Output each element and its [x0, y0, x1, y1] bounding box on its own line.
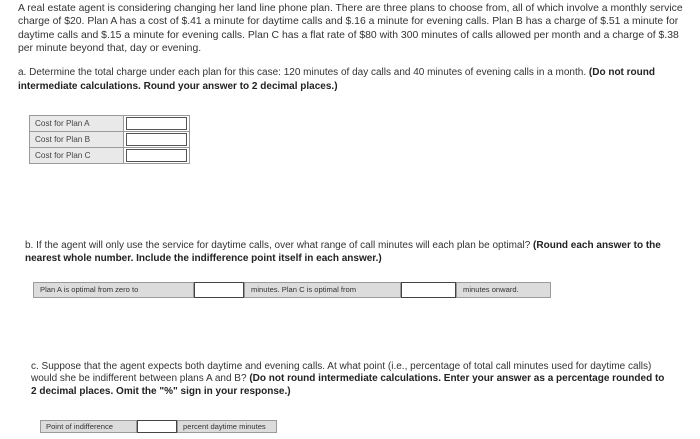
part-b-question	[25, 240, 675, 265]
table-row	[30, 148, 190, 164]
cost-plan-a-input[interactable]	[126, 117, 187, 130]
part-c-instruction: (Do not round intermediate calculations. Enter your answer as a percentage rounded to 2 decimal places. Omit the "%" sign in your response.)	[31, 373, 665, 397]
cost-plan-a-cell	[123, 116, 189, 132]
cost-plan-c-cell	[123, 148, 189, 164]
cost-plan-c-label: Cost for Plan C	[30, 148, 124, 164]
part-c-answer-row	[40, 420, 277, 433]
plan-c-lower-input[interactable]	[401, 282, 456, 298]
table-row	[30, 116, 190, 132]
plan-a-optimal-label: Plan A is optimal from zero to	[33, 282, 194, 298]
indifference-point-input[interactable]	[137, 420, 177, 433]
percent-daytime-label: percent daytime minutes	[177, 420, 277, 433]
part-b-instruction: (Round each answer to the nearest whole number. Include the indifference point itself in each answer.)	[25, 240, 661, 264]
indifference-point-label: Point of indifference	[40, 420, 137, 433]
cost-plan-c-input[interactable]	[126, 149, 187, 162]
problem-statement: A real estate agent is considering changing her land line phone plan. There are three plans to choose from, all of which involve a monthly service charge of $20. Plan A has a cost of $.41 a minute for daytime calls and $.16 a minute for evening calls. Plan B has a charge of $.51 a minute for daytime calls and $.15 a minute for evening calls. Plan C has a flat rate of $80 with 300 minutes of calls allowed per month and a charge of $.38 per minute beyond that, day or evening.	[18, 3, 683, 54]
part-a-question	[18, 66, 678, 93]
plan-a-upper-input[interactable]	[194, 282, 244, 298]
cost-plan-b-label: Cost for Plan B	[30, 132, 124, 148]
minutes-onward-label: minutes onward.	[456, 282, 551, 298]
part-a-text: a. Determine the total charge under each plan for this case: 120 minutes of day calls and 40 minutes of evening calls in a month.	[18, 67, 589, 78]
plan-c-optimal-label: minutes. Plan C is optimal from	[244, 282, 401, 298]
cost-table	[29, 115, 190, 164]
part-b-text: b. If the agent will only use the service for daytime calls, over what range of call minutes will each plan be optimal?	[25, 240, 534, 251]
table-row	[30, 132, 190, 148]
part-c-text: c. Suppose that the agent expects both daytime and evening calls. At what point (i.e., percentage of total call minutes used for daytime calls) would she be indifferent between plans A and B?	[31, 361, 652, 385]
cost-plan-b-input[interactable]	[126, 133, 187, 146]
part-b-answer-row	[33, 282, 551, 298]
part-c-question	[31, 361, 666, 398]
cost-plan-a-label: Cost for Plan A	[30, 116, 124, 132]
part-a-instruction: (Do not round intermediate calculations. Round your answer to 2 decimal places.)	[18, 67, 655, 92]
cost-plan-b-cell	[123, 132, 189, 148]
